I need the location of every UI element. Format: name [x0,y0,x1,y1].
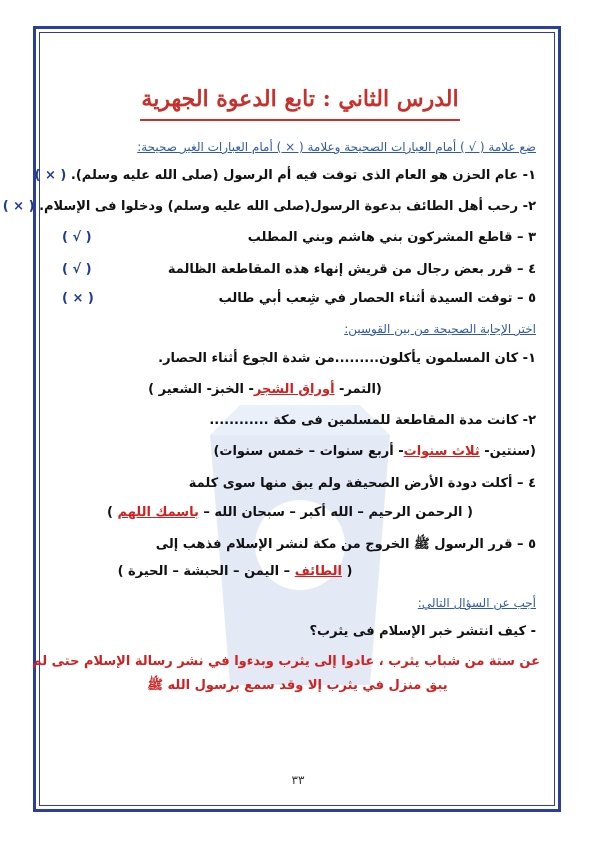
title-underline [140,119,460,121]
mc-answer: أوراق الشجر [253,382,335,397]
tf-item-5 [219,291,536,306]
mc-options-rest: - الخبز- الشعير ) [148,382,254,397]
page-number: ٣٣ [291,773,305,787]
essay-answer-line-1: عن ستة من شباب يثرب ، عادوا إلى يثرب وبدءوا في نشر رسالة الإسلام حتى لم [32,654,540,669]
mc-options-open: ( الرحمن الرحيم – الله أكبر – سبحان الله – [198,505,473,520]
section1-instruction: ضع علامة ( √ ) أمام العبارات الصحيحة وعلامة ( × ) أمام العبارات الغير صحيحة: [137,140,536,154]
mc-options-3 [85,505,495,520]
tf-item-text: ٢- رحب أهل الطائف بدعوة الرسول(صلى الله عليه وسلم) ودخلوا فى الإسلام. [39,199,536,214]
mc-answer: باسمك اللهم [117,505,199,520]
tf-item-2 [3,199,536,214]
essay-question: - كيف انتشر خبر الإسلام فى يثرب؟ [309,624,536,639]
mc-answer: الطائف [294,564,342,579]
tf-item-text: ٣ – قاطع المشركون بني هاشم وبني المطلب [247,230,536,245]
mc-options-rest: - أربع سنوات – خمس سنوات) [213,444,404,459]
tf-item-4-mark: ( √ ) [62,262,92,277]
section2-instruction: اختر الإجابة الصحيحة من بين القوسين: [344,322,536,336]
tf-item-text: ١- عام الحزن هو العام الذى توفت فيه أم الرسول (صلى الله عليه وسلم). [70,168,536,183]
mc-options-rest: ) [107,505,118,520]
mc-options-open: ( [341,564,353,579]
mc-options-1 [55,382,475,397]
tf-item-text: ٥ – توفت السيدة أثناء الحصار في شِعب أبي طالب [218,291,536,306]
tf-item-mark: ( × ) [2,199,35,214]
mc-question-1: ١- كان المسلمون يأكلون.........من شدة الجوع أثناء الحصار. [158,351,536,366]
tf-item-3-mark: ( √ ) [62,230,92,245]
mc-options-2 [213,444,536,459]
mc-options-open: (التمر- [334,382,382,397]
essay-answer-line-2: يبق منزل في يثرب إلا وقد سمع برسول الله ﷺ [147,678,448,693]
mc-options-rest: – اليمن – الحبشة – الحيرة ) [117,564,295,579]
mc-answer: ثلاث سنوات [403,444,480,459]
mc-options-4 [65,564,405,579]
mc-question-2: ٢- كانت مدة المقاطعة للمسلمين فى مكة ............ [209,413,536,428]
mc-question-3: ٤ – أكلت دودة الأرض الصحيفة ولم يبق منها سوى كلمة [188,476,536,491]
mc-options-open: (سنتين- [479,444,536,459]
lesson-title: الدرس الثاني : تابع الدعوة الجهرية [141,86,459,112]
tf-item-1 [35,168,536,183]
mc-question-4: ٥ – قرر الرسول ﷺ الخروج من مكة لنشر الإسلام فذهب إلى [155,537,536,552]
tf-item-5-mark: ( × ) [62,291,94,306]
section3-instruction: أجب عن السؤال التالي: [417,596,536,610]
tf-item-4 [168,262,536,277]
tf-item-text: ٤ – قرر بعض رجال من قريش إنهاء هذه المقاطعة الظالمة [167,262,536,277]
tf-item-3 [248,230,536,245]
tf-item-mark: ( × ) [34,168,67,183]
